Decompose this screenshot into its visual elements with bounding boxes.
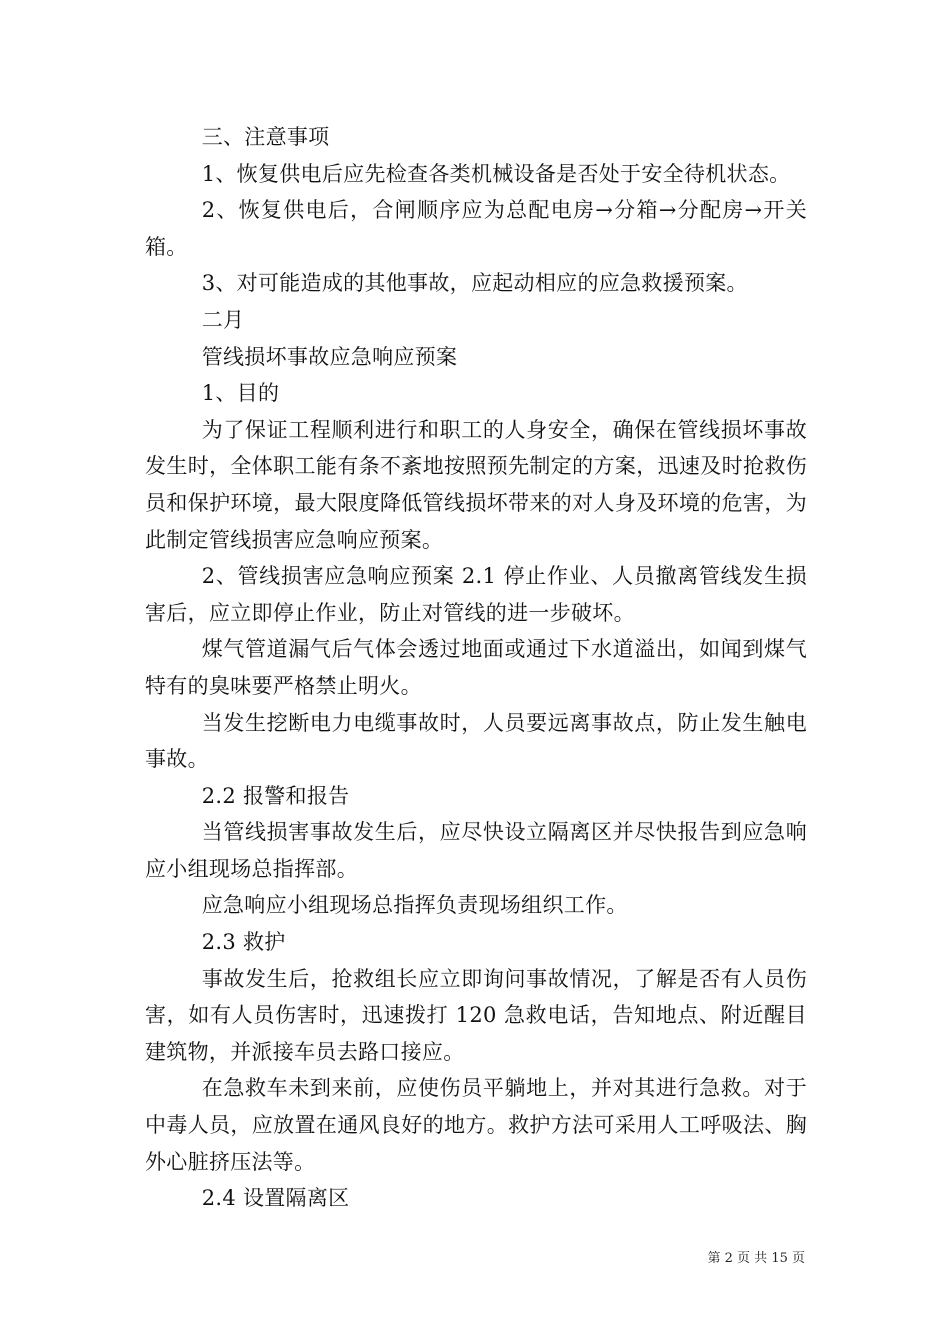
- paragraph: 1、恢复供电后应先检查各类机械设备是否处于安全待机状态。: [201, 161, 791, 186]
- paragraph: 事故发生后，抢救组长应立即询问事故情况，了解是否有人员伤害，如有人员伤害时，迅速拨打 120 急救电话，告知地点、附近醒目建筑物，并派接车员去路口接应。: [145, 966, 807, 1064]
- paragraph: 在急救车未到来前，应使伤员平躺地上，并对其进行急救。对于中毒人员，应放置在通风良好的地方。救护方法可采用人工呼吸法、胸外心脏挤压法等。: [145, 1076, 807, 1174]
- section-heading-rescue: 2.3 救护: [201, 930, 286, 955]
- section-heading-month: 二月: [201, 307, 245, 332]
- document-body: [145, 119, 807, 1217]
- paragraph: 2、管线损害应急响应预案 2.1 停止作业、人员撤离管线发生损害后，应立即停止作业，防止对管线的进一步破坏。: [145, 564, 807, 625]
- paragraph: 2、恢复供电后，合闸顺序应为总配电房→分箱→分配房→开关箱。: [145, 198, 807, 259]
- paragraph: 煤气管道漏气后气体会透过地面或通过下水道溢出，如闻到煤气特有的臭味要严格禁止明火。: [145, 637, 807, 698]
- section-heading-isolation: 2.4 设置隔离区: [201, 1186, 350, 1211]
- page-number: 第 2 页 共 15 页: [707, 1251, 805, 1266]
- paragraph: 当发生挖断电力电缆事故时，人员要远离事故点，防止发生触电事故。: [145, 710, 807, 772]
- document-title: 管线损坏事故应急响应预案: [201, 344, 458, 369]
- paragraph: 当管线损害事故发生后，应尽快设立隔离区并尽快报告到应急响应小组现场总指挥部。: [145, 820, 807, 881]
- paragraph: 应急响应小组现场总指挥负责现场组织工作。: [201, 893, 628, 918]
- paragraph: 3、对可能造成的其他事故，应起动相应的应急救援预案。: [201, 271, 748, 296]
- section-heading-notes: 三、注意事项: [201, 125, 330, 149]
- section-heading-alarm: 2.2 报警和报告: [201, 783, 350, 808]
- paragraph: 为了保证工程顺利进行和职工的人身安全，确保在管线损坏事故发生时，全体职工能有条不紊地按照预先制定的方案，迅速及时抢救伤员和保护环境，最大限度降低管线损坏带来的对人身及环境的危害，为此制定管线损害应急响应预案。: [145, 417, 807, 552]
- section-heading-purpose: 1、目的: [201, 381, 280, 406]
